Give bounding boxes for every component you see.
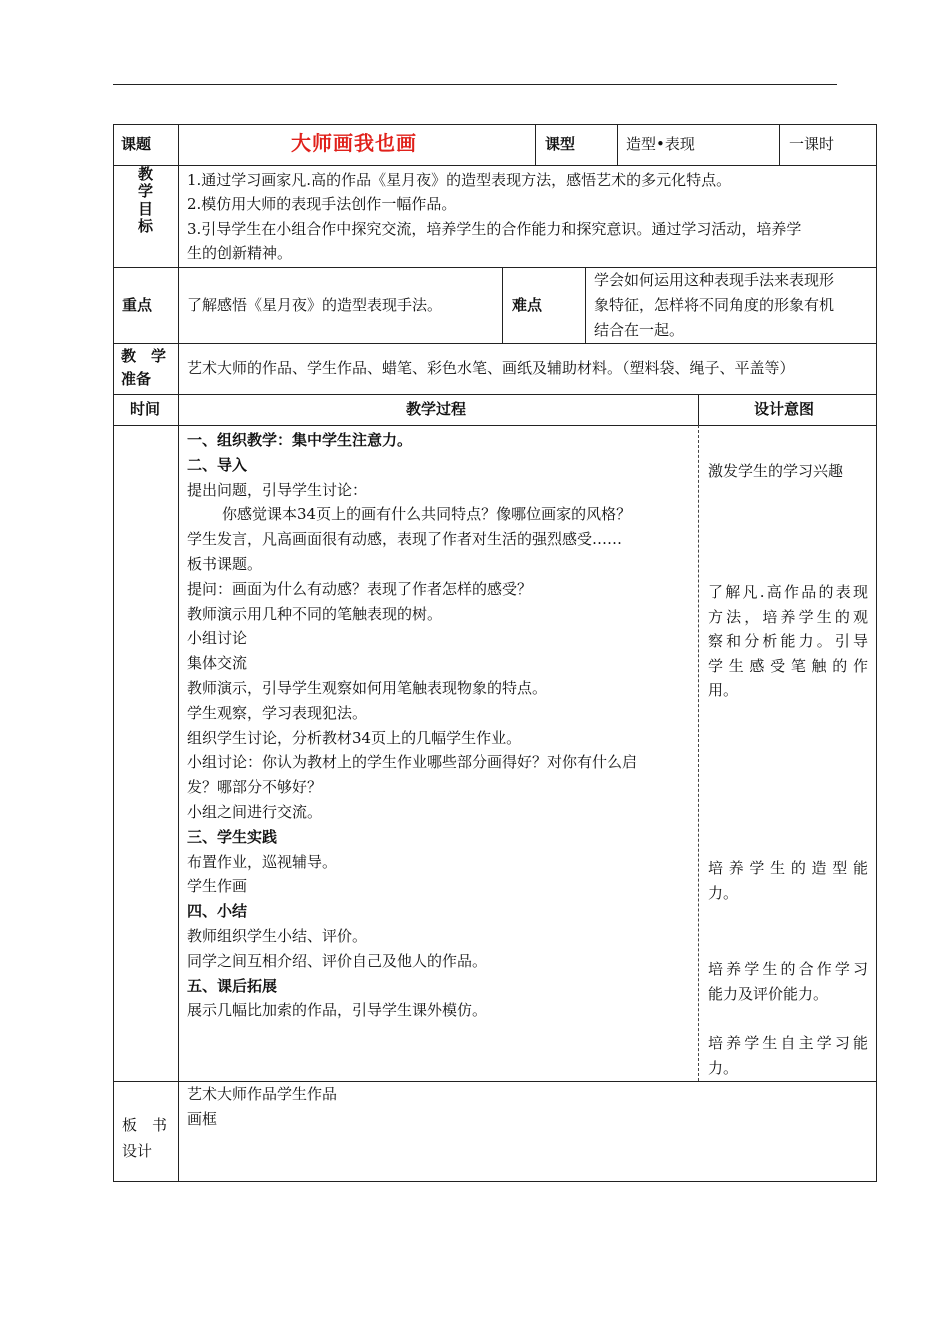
- intent-line: 能力及评价能力。: [708, 984, 829, 1003]
- process-line: 组织学生讨论，分析教材34页上的几幅学生作业。: [187, 728, 522, 747]
- board-label: 设计: [122, 1142, 153, 1160]
- process-line: 三、学生实践: [187, 827, 278, 846]
- row-divider: [113, 165, 877, 166]
- lesson-type: 造型•表现: [626, 135, 695, 153]
- intent-line: 培养学生的造型能: [708, 859, 868, 877]
- intent-line: 激发学生的学习兴趣: [708, 462, 844, 480]
- objectives-label: 教: [138, 165, 154, 183]
- process-line: 小组之间进行交流。: [187, 803, 323, 821]
- column-header-time: 时间: [130, 400, 161, 418]
- prep-label: 准备: [121, 370, 152, 388]
- difficulty-line: 学会如何运用这种表现手法来表现形: [594, 271, 835, 289]
- objective-line: 生的创新精神。: [187, 244, 293, 262]
- objective-line: 3.引导学生在小组合作中探究交流，培养学生的合作能力和探究意识。通过学习活动，培养学: [187, 220, 802, 238]
- process-line: 学生作画: [187, 877, 248, 896]
- col-divider: [535, 124, 536, 165]
- header-rule: [113, 84, 837, 85]
- row-divider: [113, 343, 877, 344]
- objective-line: 2.模仿用大师的表现手法创作一幅作品。: [187, 195, 457, 213]
- prep-text: 艺术大师的作品、学生作品、蜡笔、彩色水笔、画纸及辅助材料。（塑料袋、绳子、平盖等）: [187, 359, 795, 377]
- intent-line: 用。: [708, 681, 739, 700]
- process-line: 布置作业，巡视辅导。: [187, 852, 338, 871]
- process-line: 提问：画面为什么有动感？表现了作者怎样的感受？: [187, 579, 533, 598]
- objectives-label: 学: [138, 182, 154, 200]
- process-line: 学生发言，凡高画面很有动感，表现了作者对生活的强烈感受……: [187, 530, 623, 549]
- row-divider: [113, 394, 877, 395]
- process-line: 四、小结: [187, 902, 248, 921]
- col-divider: [698, 394, 699, 425]
- intent-line: 学生感受笔触的作: [708, 656, 868, 675]
- process-line: 教师组织学生小结、评价。: [187, 927, 368, 945]
- intent-line: 方法，培养学生的观: [708, 607, 868, 626]
- row-divider: [113, 425, 877, 426]
- difficulty-label: 难点: [512, 296, 543, 314]
- col-divider: [779, 124, 780, 165]
- process-line: 五、课后拓展: [187, 976, 278, 995]
- col-divider: [178, 124, 179, 1182]
- col-divider: [698, 425, 699, 1081]
- process-line: 发？哪部分不够好？: [187, 778, 323, 797]
- process-line: 教师演示，引导学生观察如何用笔触表现物象的特点。: [187, 679, 548, 697]
- objectives-label: 标: [138, 217, 154, 235]
- process-line: 二、导入: [187, 455, 248, 474]
- process-line: 小组讨论: [187, 629, 248, 648]
- intent-line: 力。: [708, 883, 739, 902]
- key-text: 了解感悟《星月夜》的造型表现手法。: [187, 296, 443, 314]
- difficulty-line: 象特征，怎样将不同角度的形象有机: [594, 296, 835, 314]
- process-line: 一、组织教学：集中学生注意力。: [187, 431, 413, 449]
- column-header-intent: 设计意图: [754, 400, 815, 418]
- objective-line: 1.通过学习画家凡.高的作品《星月夜》的造型表现方法，感悟艺术的多元化特点。: [187, 171, 732, 189]
- process-line: 教师演示用几种不同的笔触表现的树。: [187, 604, 443, 623]
- process-line: 小组讨论：你认为教材上的学生作业哪些部分画得好？对你有什么启: [187, 753, 638, 772]
- process-line: 展示几幅比加索的作品，引导学生课外模仿。: [187, 1001, 488, 1020]
- type-label: 课型: [545, 135, 576, 153]
- topic-label: 课题: [121, 135, 152, 153]
- board-line: 艺术大师作品学生作品: [187, 1085, 338, 1103]
- col-divider: [585, 267, 586, 343]
- topic-title: 大师画我也画: [291, 131, 417, 155]
- intent-line: 培养学生的合作学习: [708, 960, 868, 978]
- intent-line: 察和分析能力。引导: [708, 632, 868, 651]
- process-line: 学生观察，学习表现犯法。: [187, 703, 368, 722]
- col-divider: [617, 124, 618, 165]
- difficulty-line: 结合在一起。: [594, 321, 685, 339]
- intent-line: 培养学生自主学习能: [708, 1034, 868, 1052]
- board-line: 画框: [187, 1110, 218, 1128]
- prep-label: 教 学: [121, 347, 167, 365]
- board-label: 板 书: [122, 1116, 168, 1134]
- key-label: 重点: [122, 296, 153, 314]
- objectives-label: 目: [138, 200, 154, 218]
- intent-line: 了解凡.高作品的表现: [708, 583, 868, 601]
- column-header-process: 教学过程: [406, 400, 467, 418]
- process-line: 同学之间互相介绍、评价自己及他人的作品。: [187, 951, 488, 970]
- process-line: 提出问题，引导学生讨论：: [187, 480, 368, 499]
- intent-line: 力。: [708, 1058, 739, 1077]
- col-divider: [502, 267, 503, 343]
- process-line: 板书课题。: [187, 555, 263, 573]
- process-line: 集体交流: [187, 654, 248, 673]
- lesson-hours: 一课时: [789, 135, 835, 153]
- process-line: 你感觉课本34页上的画有什么共同特点？像哪位画家的风格？: [222, 505, 632, 524]
